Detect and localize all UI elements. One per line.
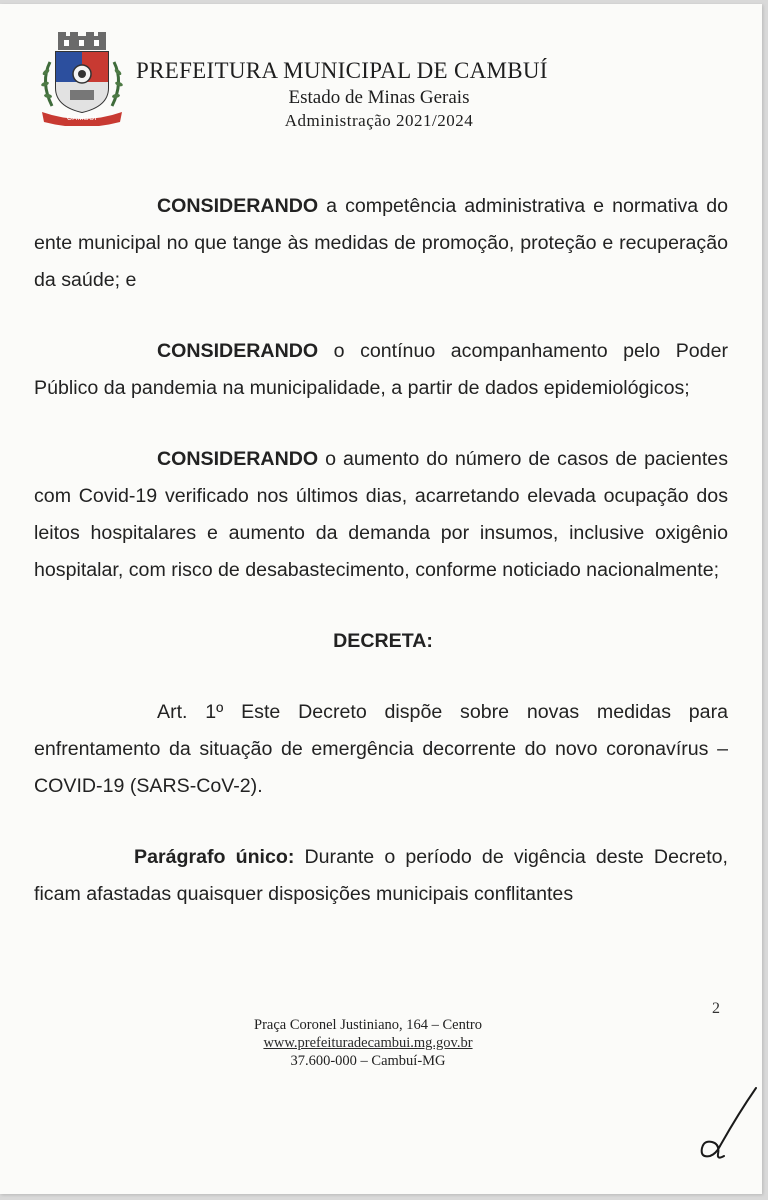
paragraph-text: o aumento do número de casos de pacientes com Covid-19 verificado nos últimos dias, acarretando elevada ocupação dos leitos hospitalares e aumento da demanda por insumos, inclusive oxigênio hospitalar, com risco de desabastecimento, conforme noticiado nacionalmente; bbox=[34, 448, 728, 581]
page-number: 2 bbox=[712, 1000, 720, 1017]
considerando-lead: CONSIDERANDO bbox=[157, 340, 319, 362]
paragrafo-lead: Parágrafo único: bbox=[134, 846, 295, 868]
decreta-heading: DECRETA: bbox=[333, 630, 433, 652]
paragraph-text: o contínuo acompanhamento pelo Poder Público da pandemia na municipalidade, a partir de dados epidemiológicos; bbox=[34, 340, 728, 399]
paragraph-text: a competência administrativa e normativa do ente municipal no que tange às medidas de promoção, proteção e recuperação da saúde; e bbox=[34, 195, 728, 291]
footer-address: Praça Coronel Justiniano, 164 – Centro bbox=[254, 1017, 482, 1033]
letterhead bbox=[134, 56, 634, 132]
considerando-lead: CONSIDERANDO bbox=[157, 195, 319, 217]
paragraph-text: Durante o período de vigência deste Decreto, ficam afastadas quaisquer disposições municipais conflitantes bbox=[34, 846, 728, 905]
paragrafo-unico bbox=[34, 839, 728, 913]
crest-banner-text: CAMBUÍ bbox=[66, 115, 98, 122]
administration-period: Administração 2021/2024 bbox=[284, 111, 474, 130]
municipal-crest-icon bbox=[36, 32, 128, 126]
state-name: Estado de Minas Gerais bbox=[288, 87, 470, 108]
footer-address-block bbox=[200, 1016, 536, 1070]
document-page bbox=[0, 4, 762, 1194]
considerando-lead: CONSIDERANDO bbox=[157, 448, 319, 470]
considerando-paragraph-3 bbox=[34, 441, 728, 589]
municipality-title: PREFEITURA MUNICIPAL DE CAMBUÍ bbox=[136, 58, 548, 83]
article-1: Art. 1º Este Decreto dispõe sobre novas medidas para enfrentamento da situação de emergência decorrente do novo coronavírus – COVID-19 (SARS-CoV-2). bbox=[34, 701, 728, 797]
considerando-paragraph-2 bbox=[34, 333, 728, 407]
signature-mark-icon bbox=[690, 1084, 760, 1164]
footer-website-link[interactable]: www.prefeituradecambui.mg.gov.br bbox=[263, 1035, 473, 1051]
footer-city: 37.600-000 – Cambuí-MG bbox=[290, 1053, 446, 1069]
document-body bbox=[34, 188, 728, 913]
considerando-paragraph-1 bbox=[34, 188, 728, 299]
